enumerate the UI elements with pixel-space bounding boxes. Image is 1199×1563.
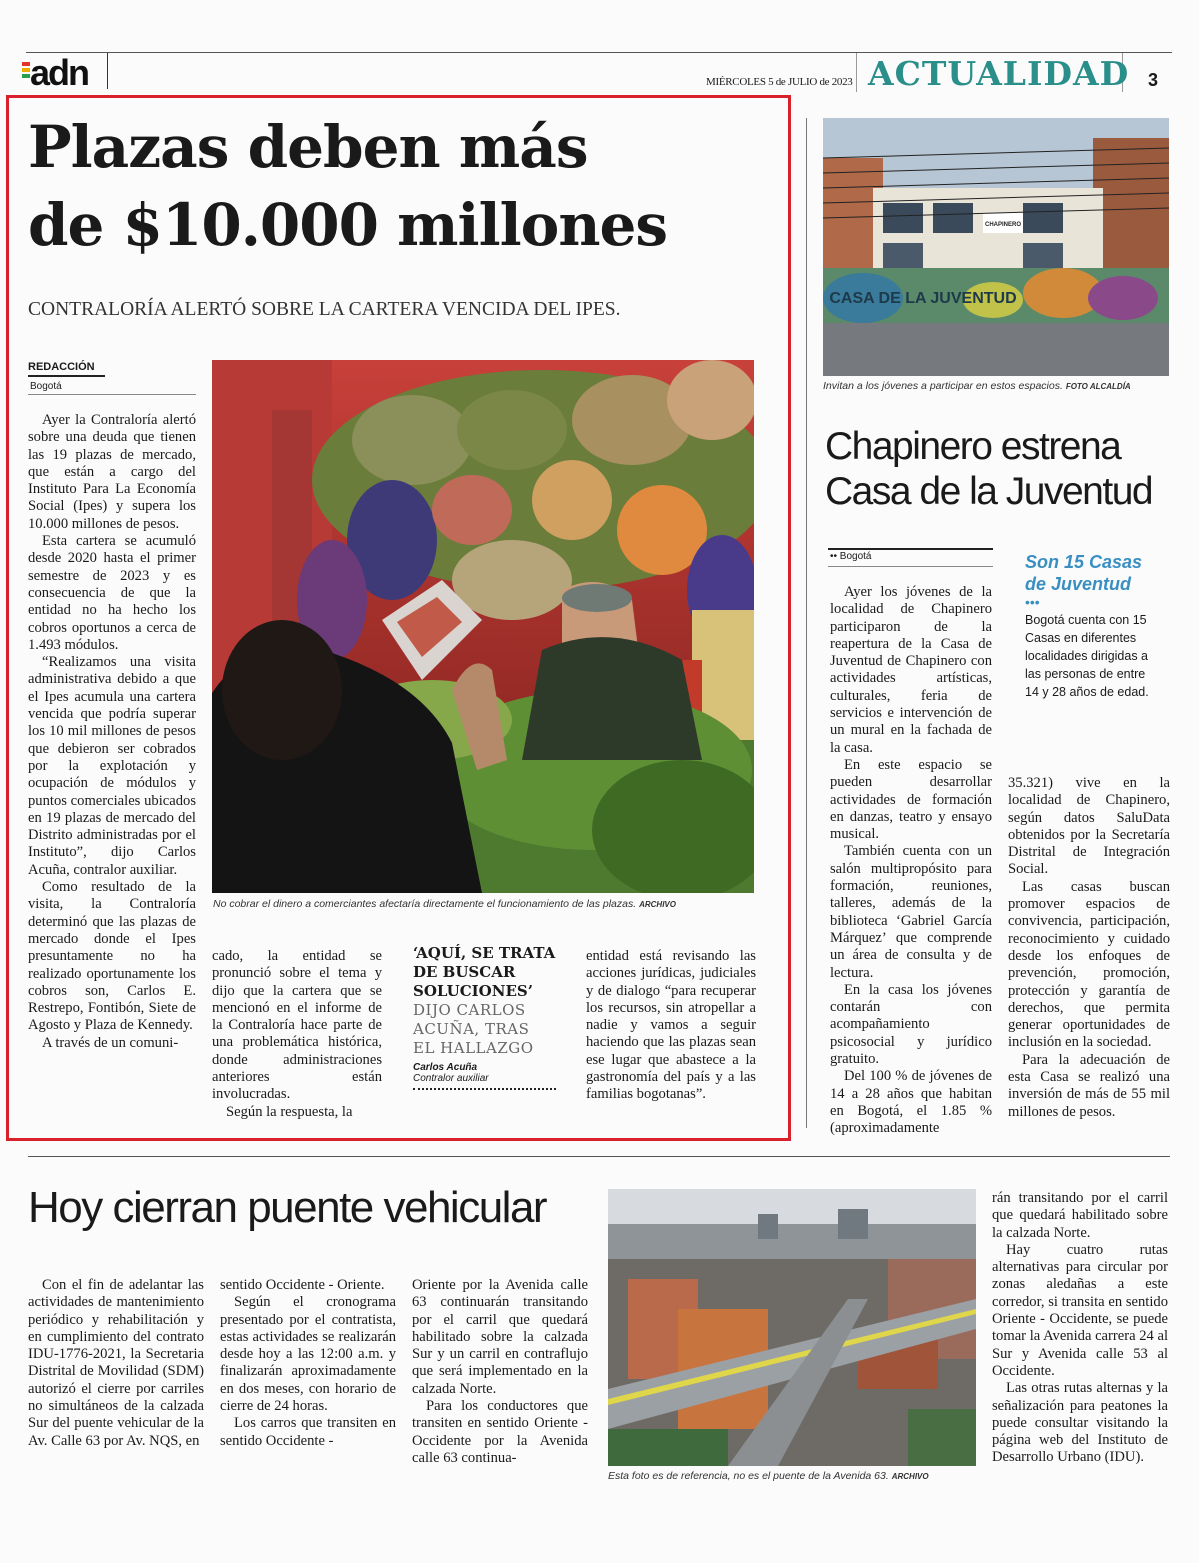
bottom-col4-p3: Las otras rutas alternas y la señalización para peatones la puede consultar visitando la página web del Instituto de Desarrollo Urbano (IDU).: [992, 1380, 1168, 1466]
column-rule-main: [806, 118, 807, 1128]
main-subtitle: CONTRALORÍA ALERTÓ SOBRE LA CARTERA VENCIDA DEL IPES.: [28, 299, 621, 320]
main-col2-p1: cado, la entidad se pronunció sobre el tema y dijo que la cartera que se mencionó en el informe de la Contraloría hace parte de una problemática histórica, donde administraciones anteriores están involucradas.: [212, 948, 382, 1103]
casa-juventud-photo: [823, 118, 1169, 376]
bridge-photo-caption: [608, 1470, 929, 1482]
main-col2: [212, 948, 382, 1121]
side-col1-p5: Del 100 % de jóvenes de 14 a 28 años que habitan en Bogotá, el 1.85 % (aproximadamente: [830, 1068, 992, 1137]
side-col1-p1: Ayer los jóvenes de la localidad de Chapinero participaron de la reapertura de la Casa de Juventud de Chapinero con actividades artísticas, culturales, feria de servicios e intervención de un mural en la fachada de la casa.: [830, 584, 992, 756]
main-col1: [28, 412, 196, 1052]
side-col1-p4: En la casa los jóvenes contarán con acompañamiento psicosocial y jurídico gratuito.: [830, 981, 992, 1068]
main-col1-p4: Como resultado de la visita, la Contraloría determinó que las plazas de mercado donde el Ipes presuntamente no ha realizado oportunamente los cobros son, Carlos E. Restrepo, Fontibón, Siete de Agosto y Plaza de Kennedy.: [28, 879, 196, 1034]
side-col2: [1008, 775, 1170, 1121]
bottom-col1: [28, 1277, 204, 1450]
page-number: 3: [1148, 70, 1159, 90]
bottom-col4: [992, 1190, 1168, 1467]
main-col2-p2: Según la respuesta, la: [226, 1103, 353, 1120]
pull-quote: [413, 944, 556, 1090]
side-box-title-1: Son 15 Casas: [1025, 552, 1143, 572]
main-col3-p1: entidad está revisando las acciones jurídicas, judiciales y de dialogo “para recuperar los recursos, sin atropellar a nadie y vamos a seguir haciendo que las plazas sean ese lugar que abastece a la gastronomía del país y a las familias bogotanas”.: [586, 948, 756, 1103]
bottom-col3-p1: Oriente por la Avenida calle 63 continuarán transitando por el carril que quedará habilitado sobre la calzada Sur y un carril en contraflujo que será implementado en la calzada Norte.: [412, 1277, 588, 1397]
main-col1-p2: Esta cartera se acumuló desde 2020 hasta el primer semestre de 2023 y es consecuencia de que la entidad no ha hecho los cobros oportunos a cerca de 1.493 módulos.: [28, 533, 196, 653]
casa-caption-text: Invitan a los jóvenes a participar en estos espacios.: [823, 380, 1063, 392]
side-location-text: Bogotá: [839, 551, 872, 562]
market-photo-caption: [213, 898, 676, 910]
quote-text: ‘AQUÍ, SE TRATA DE BUSCAR SOLUCIONES’: [413, 944, 556, 1000]
side-location-dots-icon: ••: [830, 551, 840, 562]
bottom-col4-p2: Hay cuatro rutas alternativas para circular por zonas aledañas a este corredor, si transita en sentido Oriente - Occidente, se puede tomar la Avenida carrera 24 al Sur y Avenida calle 53 al Occidente.: [992, 1241, 1168, 1379]
bridge-caption-text: Esta foto es de referencia, no es el puente de la Avenida 63.: [608, 1470, 889, 1482]
side-box-body: Bogotá cuenta con 15 Casas en diferentes localidades dirigidas a las personas de entre 14 y 28 años de edad.: [1025, 613, 1149, 699]
side-location: [830, 551, 871, 562]
market-photo: [212, 360, 754, 893]
side-box-dots-icon: •••: [1025, 594, 1040, 610]
bottom-col3: [412, 1277, 588, 1467]
side-col2-p3: Para la adecuación de esta Casa se realizó una inversión de más de 55 mil millones de pesos.: [1008, 1051, 1170, 1120]
main-headline-line1: Plazas deben más: [28, 113, 588, 181]
main-location-rule: [28, 394, 196, 395]
bottom-col3-p2: Para los conductores que transiten en sentido Oriente - Occidente por la Avenida calle 63 continua-: [412, 1398, 588, 1466]
casa-sign-text: CHAPINERO: [984, 222, 1022, 228]
bottom-col2-p3: Los carros que transiten en sentido Occidente -: [220, 1415, 396, 1449]
side-location-rule-top: [828, 548, 993, 550]
main-headline-line2: de $10.000 millones: [28, 191, 668, 259]
section-title[interactable]: ACTUALIDAD: [868, 54, 1130, 93]
market-caption-credit: ARCHIVO: [639, 900, 676, 909]
side-box-title-2: de Juventud: [1025, 574, 1132, 594]
bottom-col4-p1: rán transitando por el carril que quedará habilitado sobre la calzada Norte.: [992, 1190, 1168, 1241]
quote-role: Contralor auxiliar: [413, 1073, 489, 1084]
quote-context: DIJO CARLOS ACUÑA, TRAS EL HALLAZGO: [413, 1001, 534, 1057]
bottom-col2-p2: Según el cronograma presentado por el contratista, estas actividades se realizarán desde hoy a las 12:00 a.m. y finalizarán aproximadamente en dos meses, con horario de cierre de 24 horas.: [220, 1294, 396, 1415]
side-col1-p2: En este espacio se pueden desarrollar actividades de formación en danzas, teatro y ensayo musical.: [830, 756, 992, 843]
logo-bars: [22, 62, 30, 84]
bottom-col1-p1: Con el fin de adelantar las actividades de mantenimiento periódico y rehabilitación y en cumplimiento del contrato IDU-1776-2021, la Secretaria Distrital de Movilidad (SDM) autorizó el cierre por carriles no simultáneos de la calzada Sur del puente vehicular de la Av. Calle 63 por Av. NQS, en: [28, 1277, 204, 1449]
quote-dotted-rule: [413, 1088, 556, 1090]
casa-photo-caption: [823, 380, 1131, 392]
main-col1-p3: “Realizamos una visita administrativa debido a que el Ipes acumula una cartera vencida que podría superar los 10 mil millones de pesos que debieron ser cobrados por la explotación y ocupación de módulos y puntos comerciales ubicados en 19 plazas de mercado del Distrito administradas por el Instituto”, dijo Carlos Acuña, contralor auxiliar.: [28, 654, 196, 878]
side-location-rule: [828, 566, 993, 567]
bottom-col2: [220, 1277, 396, 1450]
side-headline-line1: Chapinero estrena: [825, 425, 1121, 468]
bridge-caption-credit: ARCHIVO: [891, 1472, 929, 1481]
main-col3: [586, 948, 756, 1104]
section-divider: [28, 1156, 1170, 1157]
side-col1-p3: También cuenta con un salón multipropósito para formación, reuniones, talleres, además de la biblioteca ‘Gabriel García Márquez’ que comprende un área de consulta y de lectura.: [830, 843, 992, 981]
logo-adn[interactable]: adn: [30, 52, 89, 93]
side-col2-p1: 35.321) vive en la localidad de Chapinero, según datos SaluData obtenidos por la Secretaría Distrital de Integración Social.: [1008, 775, 1170, 878]
casa-caption-credit: FOTO ALCALDÍA: [1065, 382, 1131, 391]
side-col2-p2: Las casas buscan promover espacios de convivencia, participación, reconocimiento y cuidado desde los enfoques de prevención, promoción, protección y garantía de derechos, que permita generar oportunidades de inclusión en la sociedad.: [1008, 878, 1170, 1051]
mural-text: CASA DE LA JUVENTUD: [829, 290, 1017, 307]
bridge-photo: [608, 1189, 976, 1466]
main-location: Bogotá: [30, 381, 62, 392]
main-byline: REDACCIÓN: [28, 361, 105, 377]
side-col1: [830, 584, 992, 1138]
side-box: [1025, 551, 1160, 701]
side-headline-line2: Casa de la Juventud: [825, 470, 1153, 513]
bottom-col2-p1: sentido Occidente - Oriente.: [220, 1277, 385, 1293]
quote-name: Carlos Acuña: [413, 1062, 478, 1073]
bottom-headline: Hoy cierran puente vehicular: [28, 1183, 547, 1232]
main-col1-p5: A través de un comuni-: [42, 1034, 179, 1051]
masthead-date: MIÉRCOLES 5 de JULIO de 2023: [706, 76, 853, 88]
logo-divider: [107, 53, 108, 89]
market-caption-text: No cobrar el dinero a comerciantes afectaría directamente el funcionamiento de las plazas.: [213, 898, 637, 910]
main-col1-p1: Ayer la Contraloría alertó sobre una deuda que tienen las 19 plazas de mercado, que están a cargo del Instituto Para La Economía Social (Ipes) y supera los 10.000 millones de pesos.: [28, 412, 196, 532]
